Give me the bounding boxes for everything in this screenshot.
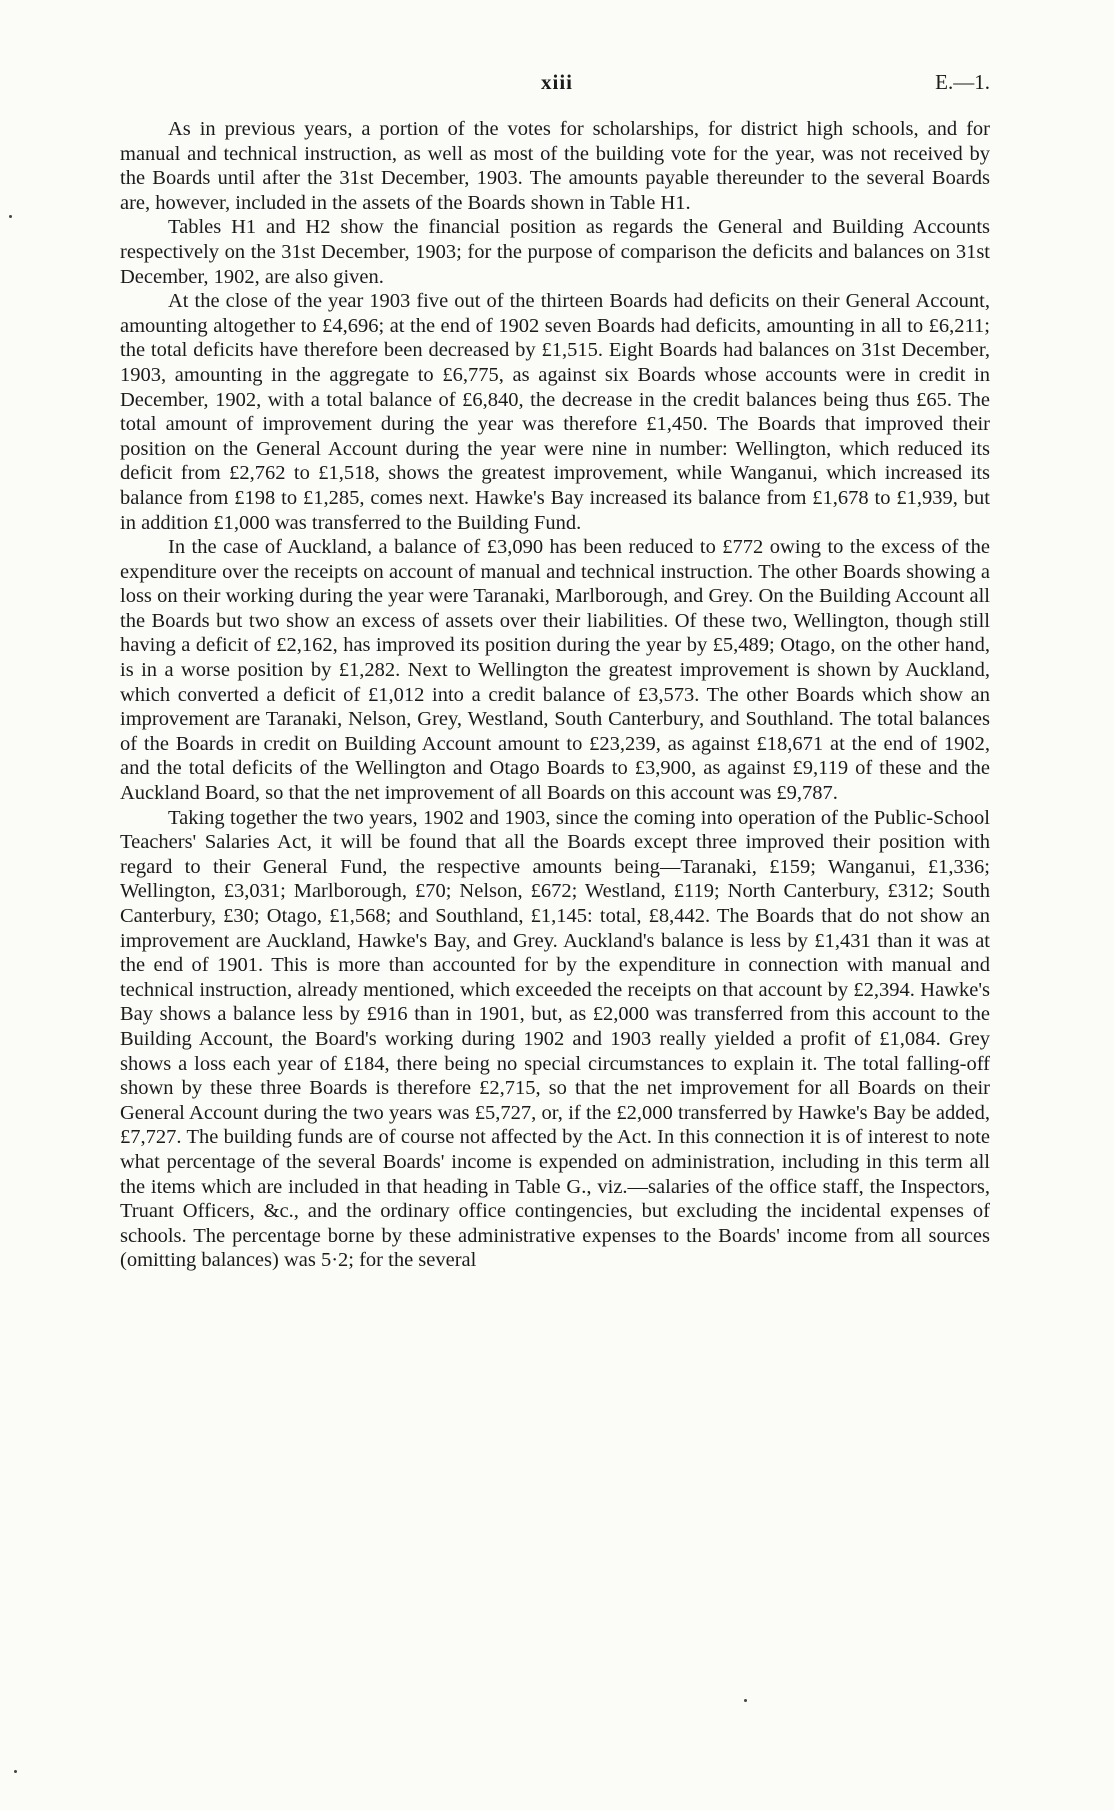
page-number: xiii: [540, 70, 573, 94]
paragraph-two-year-summary: Taking together the two years, 1902 and 1903, since the coming into operation of the Public-School Teachers' Salaries Act, it will be found that all the Boards except three improved their position with regard to their General Fund, the respective amounts being—Taranaki, £159; Wanganui, £1,336; Wellington, £3,031; Marlborough, £70; Nelson, £672; Westland, £119; North Canterbury, £312; South Canterbury, £30; Otago, £1,568; and Southland, £1,145: total, £8,442. The Boards that do not show an improvement are Auckland, Hawke's Bay, and Grey. Auckland's balance is less by £1,431 than it was at the end of 1901. This is more than accounted for by the expenditure in connection with manual and technical instruction, already mentioned, which exceeded the receipts on that account by £2,394. Hawke's Bay shows a balance less by £916 than in 1901, but, as £2,000 was transferred from this account to the Building Account, the Board's working during 1902 and 1903 really yielded a profit of £1,084. Grey shows a loss each year of £184, there being no special circumstances to explain it. The total falling-off shown by these three Boards is therefore £2,715, so that the net improvement for all Boards on their General Account during the two years was £5,727, or, if the £2,000 transferred by Hawke's Bay be added, £7,727. The building funds are of course not affected by the Act. In this connection it is of interest to note what percentage of the several Boards' income is expended on administration, including in this term all the items which are included in that heading in Table G., viz.—salaries of the office staff, the Inspectors, Truant Officers, &c., and the ordinary office contingencies, but excluding the incidental expenses of schools. The percentage borne by these administrative expenses to the Boards' income from all sources (omitting balances) was 5·2; for the several: [120, 806, 990, 1272]
paragraph-scholarship-votes: As in previous years, a portion of the votes for scholarships, for district high schools, and for manual and technical instruction, as well as most of the building vote for the year, was not received by the Boards until after the 31st December, 1903. The amounts payable thereunder to the several Boards are, however, included in the assets of the Boards shown in Table H1.: [120, 118, 990, 214]
paragraph-building-account: In the case of Auckland, a balance of £3,090 has been reduced to £772 owing to the excess of the expenditure over the receipts on account of manual and technical instruction. The other Boards showing a loss on their working during the year were Taranaki, Marlborough, and Grey. On the Building Account all the Boards but two show an excess of assets over their liabilities. Of these two, Wellington, though still having a deficit of £2,162, has improved its position during the year by £5,489; Otago, on the other hand, is in a worse position by £1,282. Next to Wellington the greatest improvement is shown by Auckland, which converted a deficit of £1,012 into a credit balance of £3,573. The other Boards which show an improvement are Taranaki, Nelson, Grey, Westland, South Canterbury, and Southland. The total balances of the Boards in credit on Building Account amount to £23,239, as against £18,671 at the end of 1902, and the total deficits of the Wellington and Otago Boards to £3,900, as against £9,119 of these and the Auckland Board, so that the net improvement of all Boards on this account was £9,787.: [120, 536, 990, 805]
scan-speck: [744, 1699, 747, 1702]
document-reference: E.—1.: [935, 70, 990, 94]
body-text: [120, 117, 990, 1273]
scan-speck: [14, 1770, 17, 1773]
page-header: [0, 70, 1114, 100]
scan-speck: [9, 215, 12, 218]
paragraph-tables-h1-h2: Tables H1 and H2 show the financial position as regards the General and Building Accounts respectively on the 31st December, 1903; for the purpose of comparison the deficits and balances on 31st December, 1902, are also given.: [120, 216, 990, 288]
paragraph-general-account: At the close of the year 1903 five out of the thirteen Boards had deficits on their General Account, amounting altogether to £4,696; at the end of 1902 seven Boards had deficits, amounting in all to £6,211; the total deficits have therefore been decreased by £1,515. Eight Boards had balances on 31st December, 1903, amounting in the aggregate to £6,775, as against six Boards whose accounts were in credit in December, 1902, with a total balance of £6,840, the decrease in the credit balances being thus £65. The total amount of improvement during the year was therefore £1,450. The Boards that improved their position on the General Account during the year were nine in number: Wellington, which reduced its deficit from £2,762 to £1,518, shows the greatest improvement, while Wanganui, which increased its balance from £198 to £1,285, comes next. Hawke's Bay increased its balance from £1,678 to £1,939, but in addition £1,000 was transferred to the Building Fund.: [120, 290, 990, 534]
